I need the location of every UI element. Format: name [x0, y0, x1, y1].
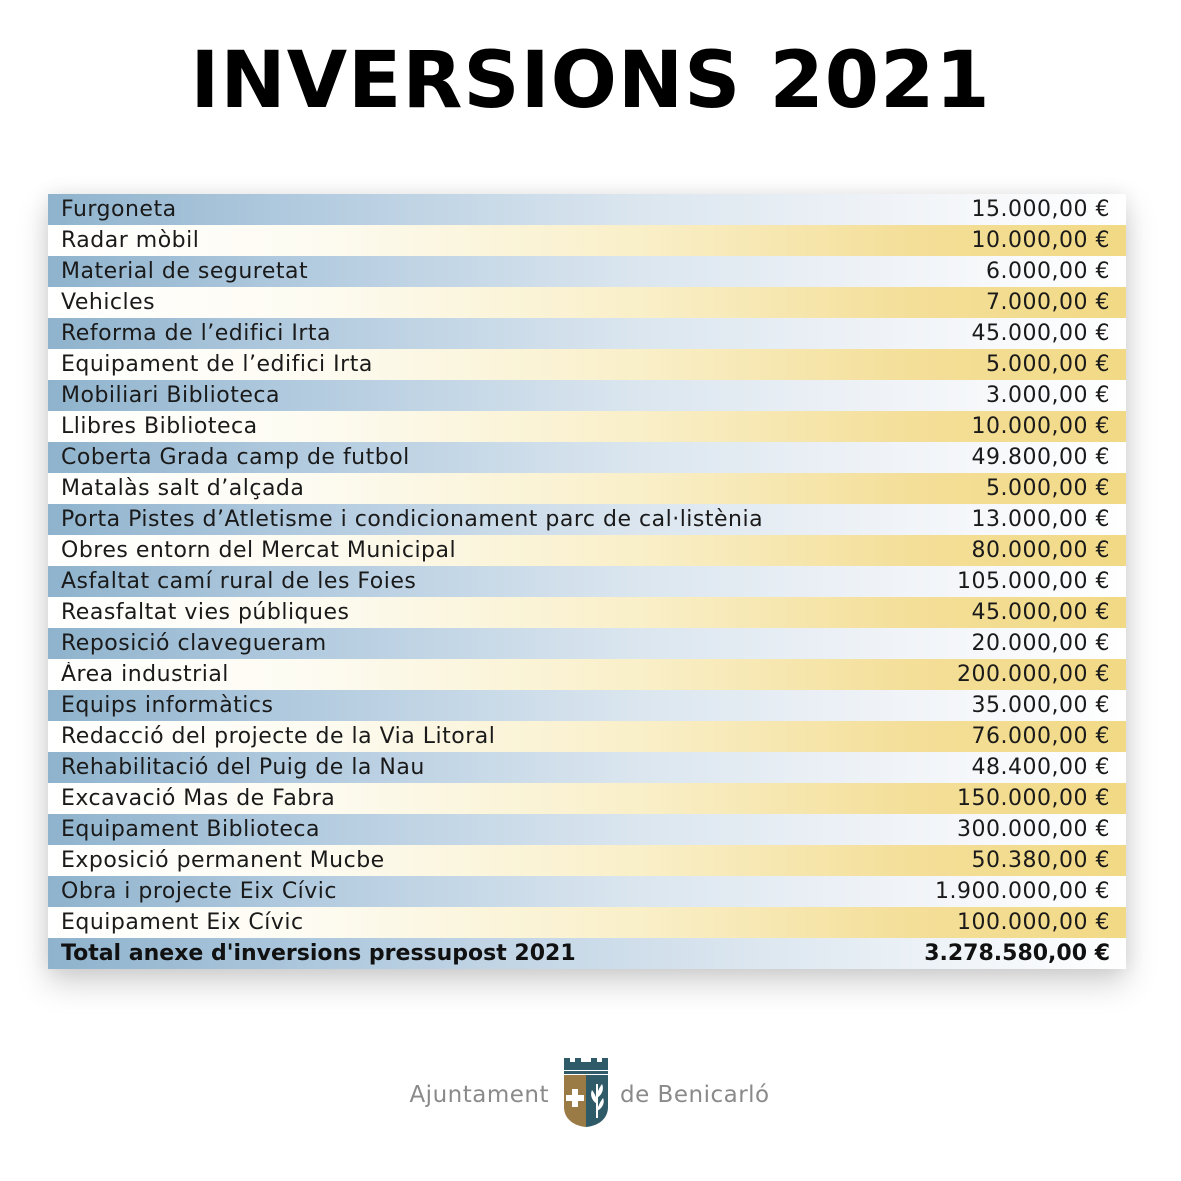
- row-label: Radar mòbil: [61, 228, 200, 253]
- table-row: [48, 721, 1126, 752]
- row-amount: 200.000,00 €: [957, 662, 1110, 687]
- row-amount: 7.000,00 €: [986, 290, 1110, 315]
- row-label: Reforma de l’edifici Irta: [61, 321, 332, 346]
- table-row: [48, 473, 1126, 504]
- row-amount: 20.000,00 €: [971, 631, 1110, 656]
- table-row: [48, 876, 1126, 907]
- row-label: Equips informàtics: [61, 693, 274, 718]
- table-row: [48, 380, 1126, 411]
- row-amount: 10.000,00 €: [971, 228, 1110, 253]
- row-label: Mobiliari Biblioteca: [61, 383, 280, 408]
- row-amount: 80.000,00 €: [971, 538, 1110, 563]
- table-row: [48, 752, 1126, 783]
- row-label: Llibres Biblioteca: [61, 414, 258, 439]
- row-amount: 5.000,00 €: [986, 476, 1110, 501]
- row-label: Obra i projecte Eix Cívic: [61, 879, 338, 904]
- investment-table: [48, 194, 1126, 969]
- row-label: Àrea industrial: [61, 662, 229, 687]
- table-row: [48, 349, 1126, 380]
- table-row: [48, 411, 1126, 442]
- row-label: Excavació Mas de Fabra: [61, 786, 336, 811]
- row-amount: 105.000,00 €: [957, 569, 1110, 594]
- row-label: Vehicles: [61, 290, 156, 315]
- table-row: [48, 597, 1126, 628]
- total-amount: 3.278.580,00 €: [924, 941, 1110, 966]
- row-amount: 13.000,00 €: [971, 507, 1110, 532]
- table-row: [48, 566, 1126, 597]
- page-title: INVERSIONS 2021: [190, 36, 991, 126]
- total-row: [48, 938, 1126, 969]
- row-label: Material de seguretat: [61, 259, 309, 284]
- row-label: Matalàs salt d’alçada: [61, 476, 305, 501]
- row-label: Exposició permanent Mucbe: [61, 848, 385, 873]
- table-row: [48, 287, 1126, 318]
- total-label: Total anexe d'inversions pressupost 2021: [61, 941, 576, 966]
- table-row: [48, 225, 1126, 256]
- row-amount: 50.380,00 €: [971, 848, 1110, 873]
- row-amount: 15.000,00 €: [971, 197, 1110, 222]
- table-row: [48, 907, 1126, 938]
- row-amount: 1.900.000,00 €: [935, 879, 1110, 904]
- table-row: [48, 256, 1126, 287]
- row-label: Rehabilitació del Puig de la Nau: [61, 755, 425, 780]
- footer-ajuntament: Ajuntament: [409, 1082, 549, 1108]
- row-label: Furgoneta: [61, 197, 177, 222]
- coat-of-arms-icon: [561, 1054, 611, 1128]
- row-amount: 150.000,00 €: [957, 786, 1110, 811]
- table-row: [48, 535, 1126, 566]
- row-amount: 45.000,00 €: [971, 321, 1110, 346]
- table-row: [48, 845, 1126, 876]
- table-row: [48, 628, 1126, 659]
- row-label: Equipament de l’edifici Irta: [61, 352, 373, 377]
- row-label: Redacció del projecte de la Via Litoral: [61, 724, 496, 749]
- row-amount: 300.000,00 €: [957, 817, 1110, 842]
- row-label: Coberta Grada camp de futbol: [61, 445, 410, 470]
- row-amount: 76.000,00 €: [971, 724, 1110, 749]
- table-row: [48, 659, 1126, 690]
- table-row: [48, 814, 1126, 845]
- row-amount: 45.000,00 €: [971, 600, 1110, 625]
- table-row: [48, 442, 1126, 473]
- row-label: Reasfaltat vies públiques: [61, 600, 350, 625]
- row-amount: 10.000,00 €: [971, 414, 1110, 439]
- row-label: Reposició clavegueram: [61, 631, 327, 656]
- row-label: Equipament Eix Cívic: [61, 910, 304, 935]
- table-row: [48, 783, 1126, 814]
- table-row: [48, 318, 1126, 349]
- footer-benicarlo: de Benicarló: [620, 1082, 770, 1108]
- row-label: Obres entorn del Mercat Municipal: [61, 538, 457, 563]
- row-label: Porta Pistes d’Atletisme i condicionament parc de cal·listènia: [61, 507, 764, 532]
- table-row: [48, 194, 1126, 225]
- row-amount: 100.000,00 €: [957, 910, 1110, 935]
- row-amount: 5.000,00 €: [986, 352, 1110, 377]
- row-amount: 35.000,00 €: [971, 693, 1110, 718]
- table-row: [48, 690, 1126, 721]
- row-amount: 3.000,00 €: [986, 383, 1110, 408]
- row-label: Asfaltat camí rural de les Foies: [61, 569, 417, 594]
- row-label: Equipament Biblioteca: [61, 817, 320, 842]
- table-row: [48, 504, 1126, 535]
- row-amount: 6.000,00 €: [986, 259, 1110, 284]
- footer: [0, 1054, 1181, 1130]
- row-amount: 48.400,00 €: [971, 755, 1110, 780]
- row-amount: 49.800,00 €: [971, 445, 1110, 470]
